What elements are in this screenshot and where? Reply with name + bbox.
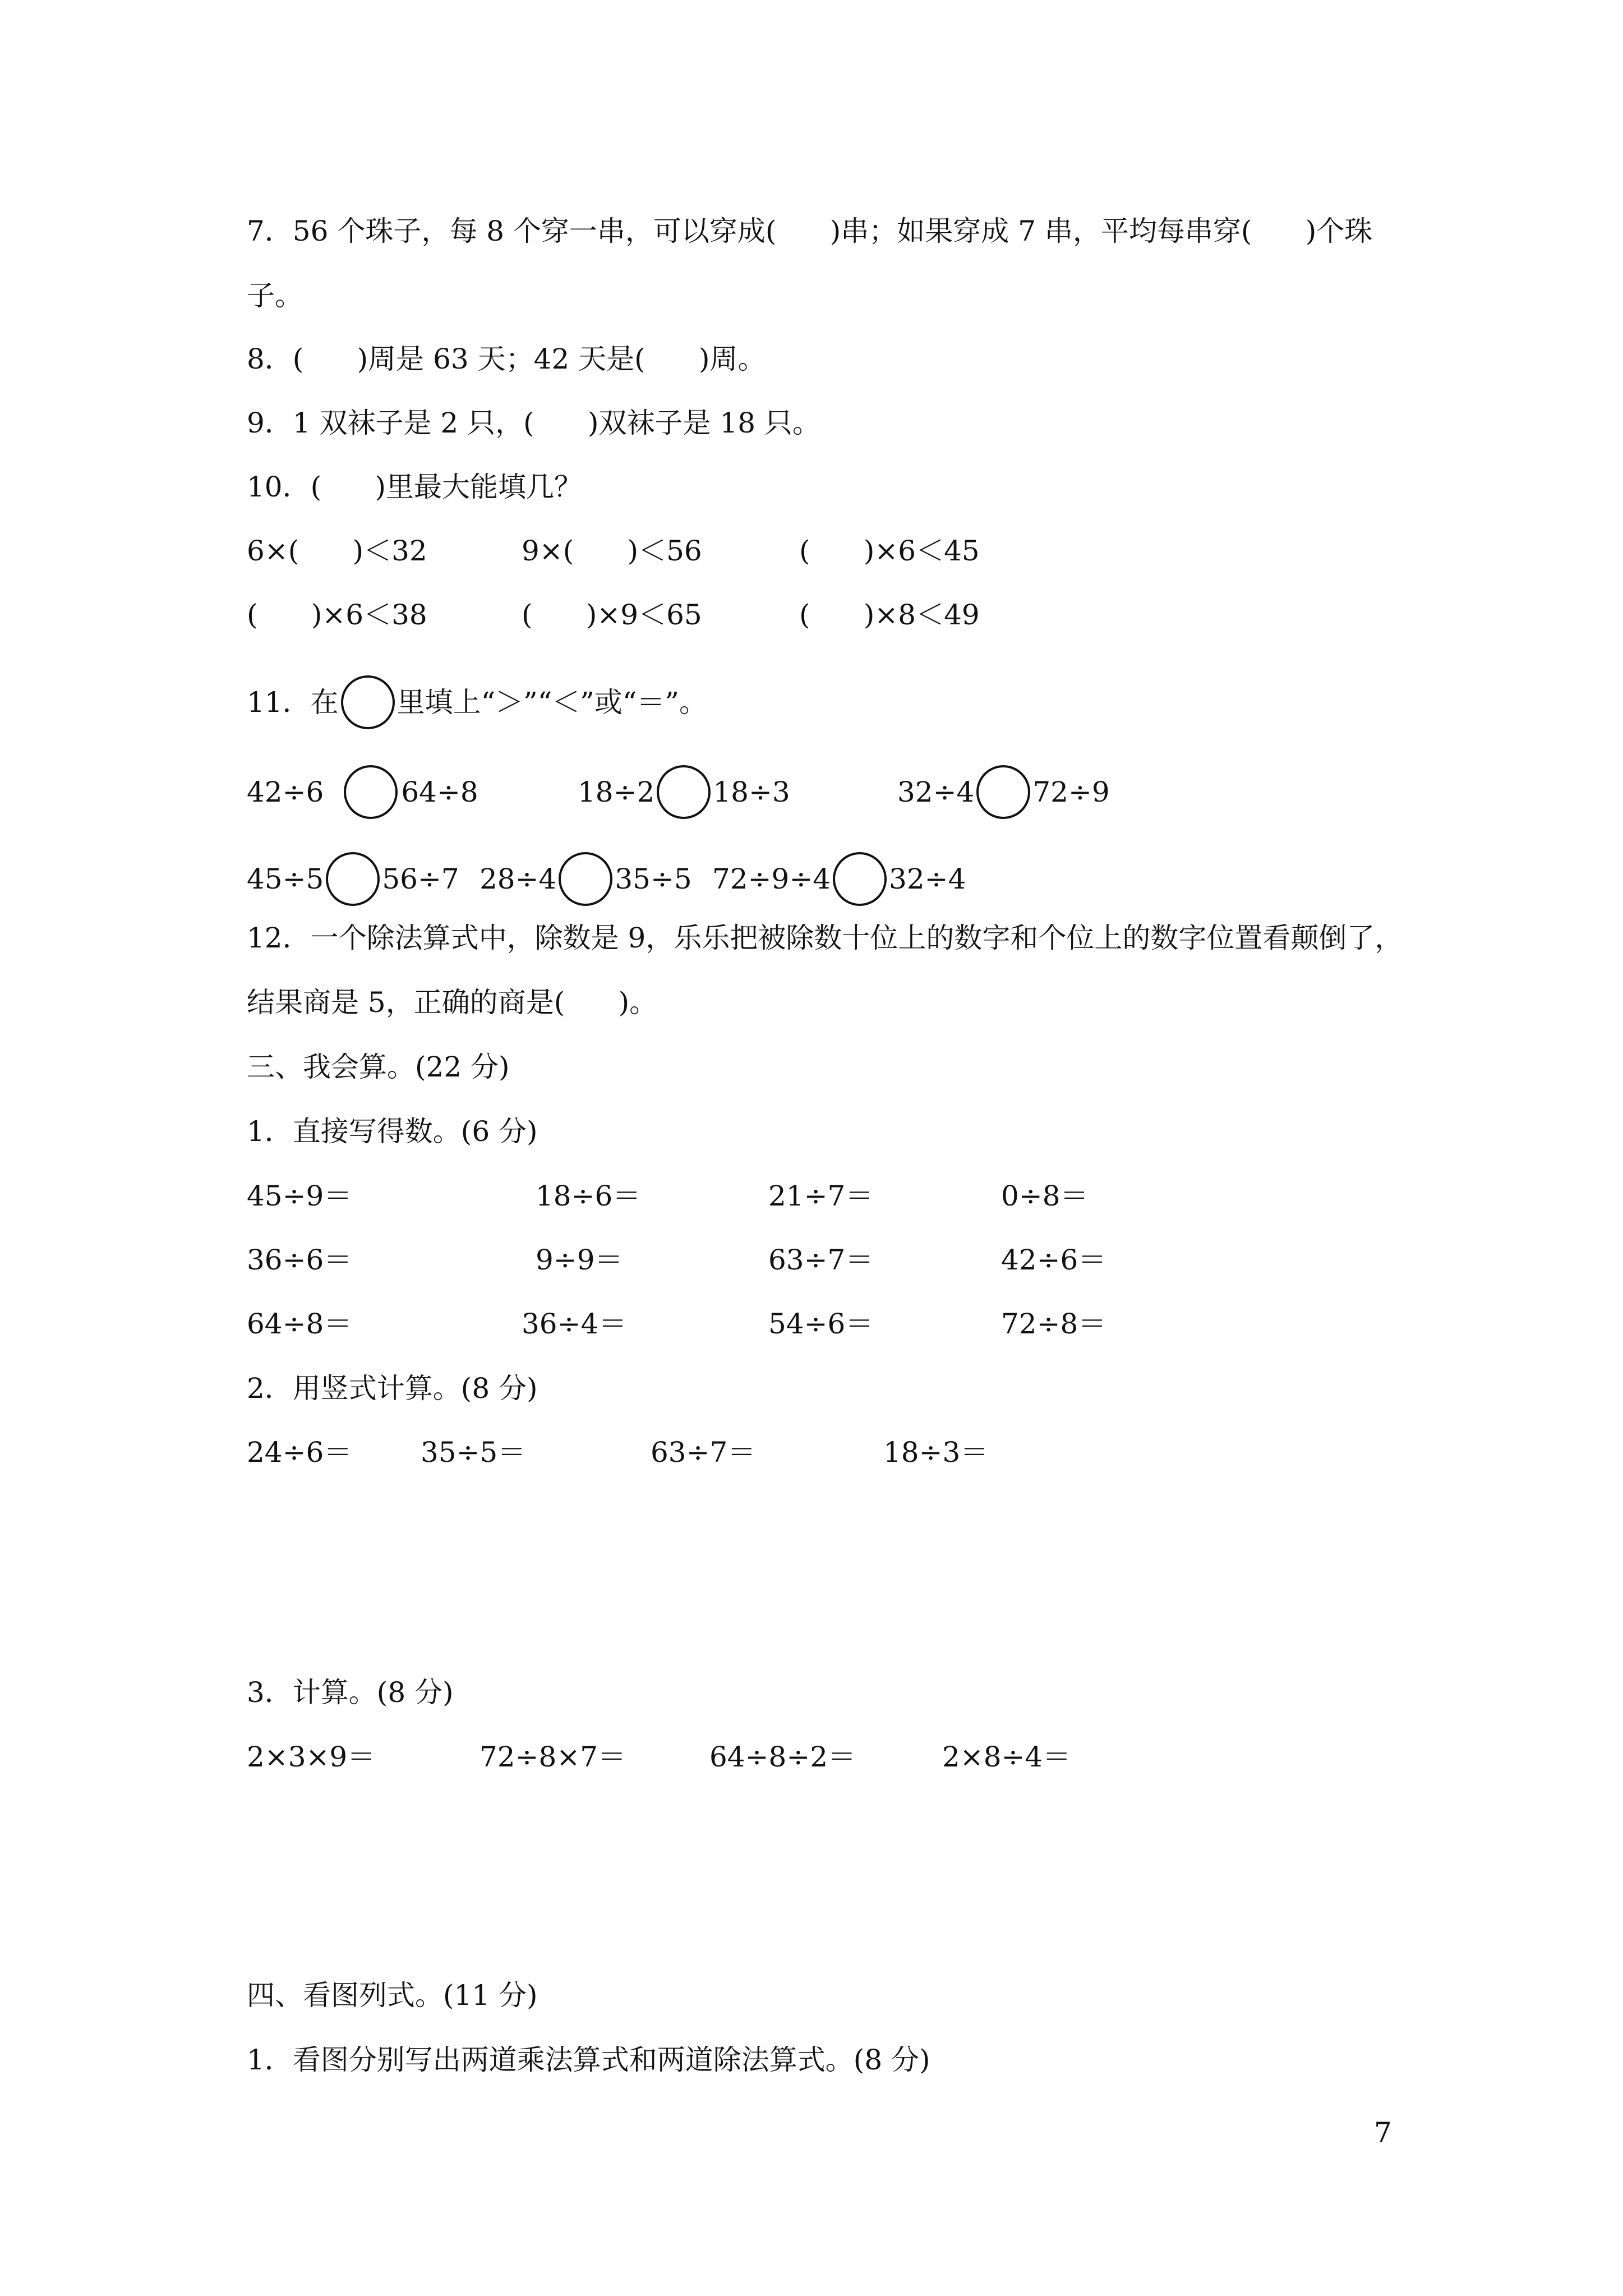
q11-title bbox=[247, 684, 1399, 756]
compare-left: 42÷6 bbox=[247, 776, 324, 808]
problem: 42÷6＝ bbox=[1001, 1244, 1106, 1276]
q10-title: 10．( )里最大能填几？ bbox=[247, 471, 582, 503]
q10-item: 6×( )＜32 bbox=[247, 535, 427, 567]
compare-right: 18÷3 bbox=[713, 776, 790, 808]
problem: 54÷6＝ bbox=[768, 1308, 874, 1340]
q10-item: ( )×6＜38 bbox=[247, 599, 427, 631]
compare-right: 72÷9 bbox=[1032, 776, 1110, 808]
blank-circle-icon bbox=[341, 675, 395, 729]
q11-suffix: 里填上“＞”“＜”或“＝”。 bbox=[396, 686, 707, 719]
problem: 24÷6＝ bbox=[247, 1436, 352, 1469]
problem: 63÷7＝ bbox=[651, 1436, 756, 1469]
q8-text: 8．( )周是 63 天；42 天是( )周。 bbox=[247, 343, 766, 375]
q11-prefix: 11．在 bbox=[247, 686, 339, 719]
q10-item: ( )×8＜49 bbox=[799, 599, 980, 631]
problem: 45÷9＝ bbox=[247, 1180, 352, 1212]
compare-circle-icon[interactable] bbox=[976, 765, 1030, 819]
section-3-part-2-title: 2．用竖式计算。(8 分) bbox=[247, 1372, 538, 1405]
q10-item: ( )×6＜45 bbox=[799, 535, 980, 567]
problem: 63÷7＝ bbox=[768, 1244, 874, 1276]
compare-item bbox=[247, 852, 459, 906]
compare-circle-icon[interactable] bbox=[657, 765, 711, 819]
compare-item bbox=[479, 852, 692, 906]
compare-item bbox=[712, 852, 966, 906]
section-4-title: 四、看图列式。(11 分) bbox=[247, 1979, 538, 2012]
compare-left: 72÷9÷4 bbox=[712, 863, 831, 895]
compare-left: 45÷5 bbox=[247, 863, 324, 895]
compare-right: 64÷8 bbox=[401, 776, 478, 808]
compare-right: 56÷7 bbox=[382, 863, 459, 895]
problem: 36÷6＝ bbox=[247, 1244, 352, 1276]
compare-circle-icon[interactable] bbox=[559, 852, 612, 906]
q7-line-1: 7．56 个珠子，每 8 个穿一串，可以穿成( )串；如果穿成 7 串，平均每串穿( )个珠 bbox=[247, 215, 1373, 247]
problem: 72÷8×7＝ bbox=[479, 1741, 626, 1773]
q12-line-2: 结果商是 5，正确的商是( )。 bbox=[247, 986, 658, 1019]
problem: 64÷8＝ bbox=[247, 1308, 352, 1340]
compare-circle-icon[interactable] bbox=[326, 852, 380, 906]
problem: 36÷4＝ bbox=[522, 1308, 627, 1340]
compare-left: 18÷2 bbox=[578, 776, 655, 808]
problem: 9÷9＝ bbox=[536, 1244, 623, 1276]
q7-line-2: 子。 bbox=[247, 279, 303, 312]
problem: 21÷7＝ bbox=[768, 1180, 874, 1212]
q10-item: ( )×9＜65 bbox=[522, 599, 702, 631]
compare-item bbox=[247, 765, 478, 819]
compare-right: 32÷4 bbox=[889, 863, 966, 895]
section-3-title: 三、我会算。(22 分) bbox=[247, 1051, 510, 1083]
problem: 0÷8＝ bbox=[1001, 1180, 1089, 1212]
compare-left: 28÷4 bbox=[479, 863, 557, 895]
vertical-calc-row bbox=[247, 1434, 1399, 1614]
problem: 18÷3＝ bbox=[883, 1436, 989, 1469]
compare-left: 32÷4 bbox=[897, 776, 975, 808]
compare-circle-icon[interactable] bbox=[833, 852, 887, 906]
problem: 64÷8÷2＝ bbox=[709, 1741, 856, 1773]
problem: 2×3×9＝ bbox=[247, 1741, 376, 1773]
calc-row bbox=[247, 1739, 1399, 1918]
section-3-part-1-title: 1．直接写得数。(6 分) bbox=[247, 1115, 538, 1148]
section-3-part-3-title: 3．计算。(8 分) bbox=[247, 1676, 454, 1709]
compare-right: 35÷5 bbox=[615, 863, 692, 895]
problem: 72÷8＝ bbox=[1001, 1308, 1106, 1340]
compare-circle-icon[interactable] bbox=[344, 765, 398, 819]
compare-item bbox=[897, 765, 1110, 819]
q9-text: 9．1 双袜子是 2 只，( )双袜子是 18 只。 bbox=[247, 407, 820, 439]
problem: 2×8÷4＝ bbox=[942, 1741, 1071, 1773]
compare-item bbox=[578, 765, 790, 819]
q10-item: 9×( )＜56 bbox=[522, 535, 702, 567]
page-number: 7 bbox=[1374, 2116, 1392, 2149]
q12-line-1: 12．一个除法算式中，除数是 9，乐乐把被除数十位上的数字和个位上的数字位置看颠倒了， bbox=[247, 922, 1403, 954]
problem: 35÷5＝ bbox=[421, 1436, 526, 1469]
section-4-part-1-title: 1．看图分别写出两道乘法算式和两道除法算式。(8 分) bbox=[247, 2044, 930, 2076]
problem: 18÷6＝ bbox=[536, 1180, 641, 1212]
